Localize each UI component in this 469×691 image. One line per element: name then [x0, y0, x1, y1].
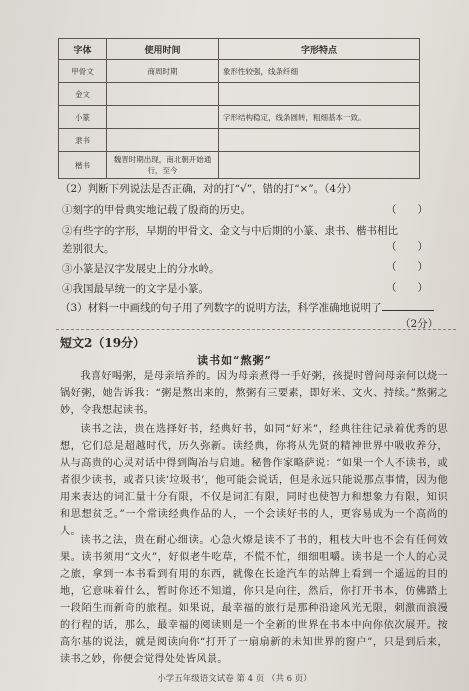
q2-answer-paren-2[interactable]: （ ）	[386, 241, 428, 253]
q2-item-2-line1: ②有些字的字形，早期的甲骨文、金文与中后期的小篆、隶书、楷书相比	[62, 225, 398, 237]
article-paragraph-1: 我喜好喝粥，是母亲培养的。因为母亲煮得一手好粥，孩提时曾问母亲何以烧一锅好粥，她告诉我：“粥是熬出来的，熬粥有三要素，即好米、文火、持续。”熬粥之妙，令我想起读书。	[60, 371, 448, 416]
table-cell-font: 甲骨文	[59, 60, 107, 83]
q3-prompt	[60, 300, 434, 315]
q3-score: （2分）	[400, 318, 439, 330]
q2-answer-paren-1[interactable]: （ ）	[386, 204, 428, 216]
table-cell-font: 小篆	[59, 106, 107, 129]
table-row	[59, 83, 420, 106]
table-cell-time	[107, 106, 219, 129]
section-divider	[56, 329, 456, 330]
table-cell-feature	[219, 129, 420, 152]
table-row	[59, 60, 420, 83]
table-cell-time	[107, 83, 219, 106]
article-paragraph-3: 读书之法，贵在耐心细读。心急火燎是读不了书的，粗枝大叶也不会有任何效果。读书须用“文火”，好似老牛吃草，不慌不忙，细细咀嚼。读书是一个人的心灵之旅，拿到一本书看到有用的东西，就像在长途汽车的站牌上看到一个遥远的目的地，它意味着什么，暂时你还不知道，你只是向往，然后，你打开书本，仿佛踏上一段陌生而新奇的旅程。如果说，最幸福的旅行是那种沿途风光无限，刺激而浪漫的行程的话，那么，最幸福的阅读则是一个全新的世界在书本中向你依次展开。按高尔基的说法，就是阅读向你“打开了一扇扇新的未知世界的窗户”，只是到后来，读书之妙，你便会觉得处处皆风景。	[60, 535, 448, 665]
table-cell-time	[107, 129, 219, 152]
table-cell-font: 楷书	[59, 152, 107, 179]
page-footer: 小学五年级语文试卷 第 4 页 （共 6 页）	[157, 674, 312, 684]
table-cell-feature	[219, 83, 420, 106]
article-paragraph-2: 读书之法，贵在选择好书，经典好书，如同“好米”，经典往往记录着优秀的思想，它们总是超越时代，历久弥新。读经典，你将从先贤的精神世界中吸收养分，从与高贵的心灵对话中得到陶冶与启迪。秘鲁作家略萨说：“如果一个人不读书，或者很少读书，或者只读‘垃圾书’，他可能会说话，但是永远只能说那点事情，因为他用来表达的词汇量十分有限，不仅是词汇有限，同时也使智力和想象力有限，知识和思想贫乏。”一个常读经典作品的人，一个会读好书的人，更容易成为一个高尚的人。	[60, 424, 448, 537]
table-row	[59, 106, 420, 129]
article-title: 读书如“熬粥”	[197, 354, 272, 367]
table-cell-time: 魏晋时期出现，南北朝开始通行，至今	[107, 152, 219, 179]
table-row	[59, 129, 420, 152]
table-header-feature: 字形特点	[219, 39, 420, 60]
table-header-time: 使用时间	[107, 39, 219, 60]
q2-item-3: ③小篆是汉字发展史上的分水岭。	[62, 263, 220, 275]
table-cell-feature: 象形性较强，线条纤细	[219, 60, 420, 83]
q2-prompt: （2）判断下列说法是否正确，对的打“√”，错的打“×”。（4分）	[60, 183, 358, 195]
q3-answer-blank[interactable]	[382, 301, 434, 311]
q2-item-4: ④我国最早统一的文字是小篆。	[62, 283, 209, 295]
q3-prompt-text: （3）材料一中画线的句子用了列数字的说明方法，科学准确地说明了	[60, 302, 382, 314]
table-cell-time: 商周时期	[107, 60, 219, 83]
table-cell-font: 金文	[59, 83, 107, 106]
table-header-font: 字体	[59, 39, 107, 60]
section-heading: 短文2（19分）	[60, 336, 146, 350]
q2-answer-paren-4[interactable]: （ ）	[386, 282, 428, 294]
q2-item-1: ①刻字的甲骨典实地记载了殷商的历史。	[62, 204, 251, 216]
table-header-row	[59, 39, 420, 60]
table-cell-feature: 字形结构稳定，线条圆转，粗细基本一致。	[219, 106, 420, 129]
table-cell-feature	[219, 152, 420, 179]
q2-answer-paren-3[interactable]: （ ）	[386, 261, 428, 273]
q2-item-2-line2: 差别很大。	[62, 243, 115, 255]
table-row	[59, 152, 420, 179]
table-cell-font: 隶书	[59, 129, 107, 152]
font-history-table	[58, 38, 420, 179]
